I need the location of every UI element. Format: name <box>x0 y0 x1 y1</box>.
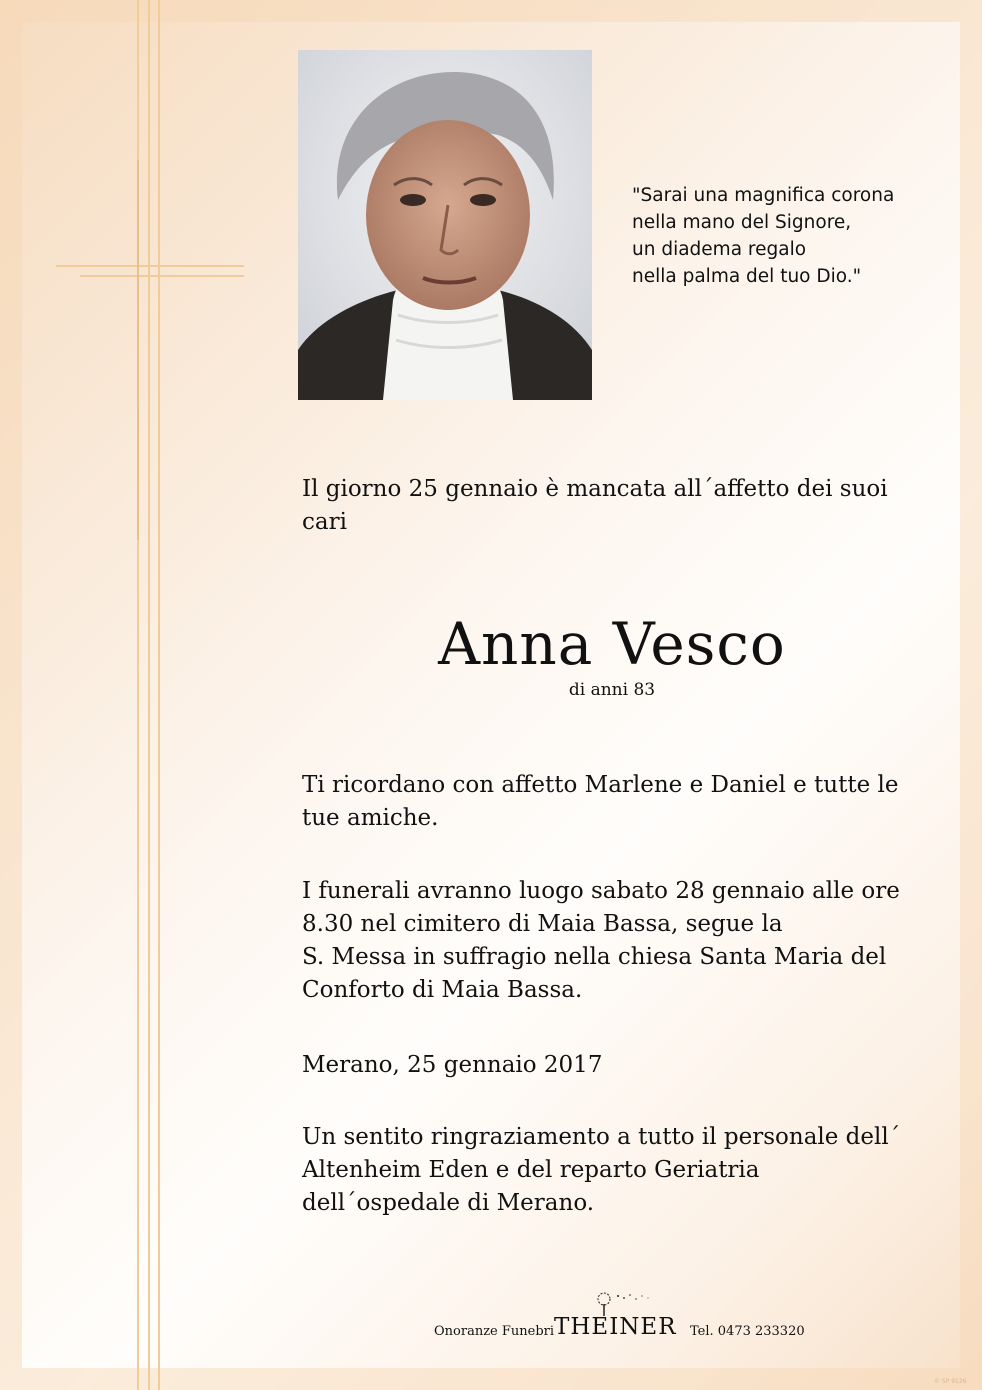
thanks-text <box>302 1121 922 1220</box>
intro-line: Il giorno 25 gennaio è mancata all´affetto dei suoi <box>302 476 888 502</box>
place-date: Merano, 25 gennaio 2017 <box>302 1052 603 1078</box>
decor-line <box>148 0 150 1390</box>
funeral-home-footer <box>434 1290 814 1350</box>
funeral-home-phone: Tel. 0473 233320 <box>690 1324 805 1339</box>
quote-block <box>632 182 932 290</box>
remembrance-text <box>302 769 922 835</box>
thanks-line: Altenheim Eden e del reparto Geriatria <box>302 1157 760 1183</box>
deceased-age: di anni 83 <box>568 680 656 700</box>
quote-line: un diadema regalo <box>632 239 807 260</box>
funeral-home-label: Onoranze Funebri <box>434 1324 555 1339</box>
funeral-home-brand: THEINER <box>554 1314 677 1340</box>
intro-line: cari <box>302 509 347 535</box>
quote-line: "Sarai una magnifica corona <box>632 185 895 206</box>
quote-line: nella palma del tuo Dio." <box>632 266 862 287</box>
deceased-photo <box>298 50 592 400</box>
funeral-line: Conforto di Maia Bassa. <box>302 977 583 1003</box>
funeral-line: S. Messa in suffragio nella chiesa Santa Maria del <box>302 944 887 970</box>
decor-line <box>158 0 160 1390</box>
tree-icon <box>594 1290 654 1316</box>
funeral-line: 8.30 nel cimitero di Maia Bassa, segue la <box>302 911 783 937</box>
print-code: © SP 9126 <box>934 1378 967 1385</box>
remembrance-line: tue amiche. <box>302 805 439 831</box>
funeral-details <box>302 875 922 1007</box>
thanks-line: dell´ospedale di Merano. <box>302 1190 595 1216</box>
thanks-line: Un sentito ringraziamento a tutto il personale dell´ <box>302 1124 901 1150</box>
deceased-name: Anna Vesco <box>438 610 786 678</box>
remembrance-line: Ti ricordano con affetto Marlene e Daniel e tutte le <box>302 772 899 798</box>
funeral-line: I funerali avranno luogo sabato 28 gennaio alle ore <box>302 878 900 904</box>
quote-line: nella mano del Signore, <box>632 212 852 233</box>
intro-text <box>302 473 922 539</box>
